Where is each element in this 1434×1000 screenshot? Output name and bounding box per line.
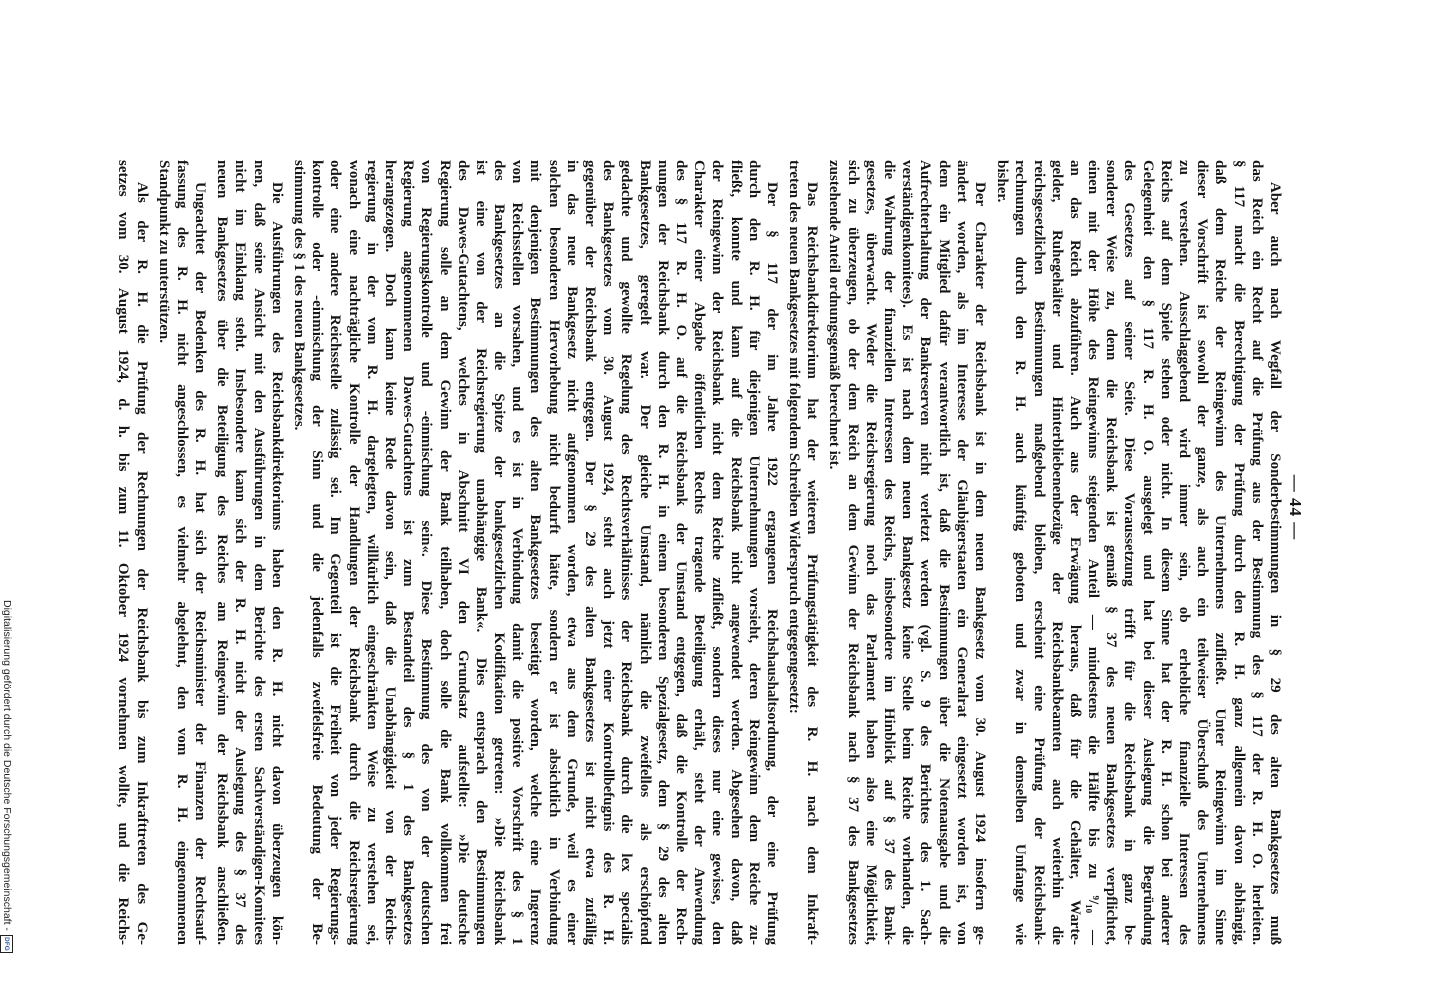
text-line: von Regierungskontrolle und -einmischung sein«. Diese Bestimmung des von der deutschen xyxy=(418,160,435,945)
page-number: — 44 — xyxy=(1286,474,1305,541)
text-line: des Bankgesetzes an die Spitze der bankgesetzlichen Kodifikation getreten: »Die Reichsbank xyxy=(491,160,508,945)
text-line: die Wahrung der finanziellen Interessen des Reichs, insbesondere im Hinblick auf § 37 des Bank- xyxy=(881,160,898,945)
text-line: des Dawes-Gutachtens, welches in Abschnitt VI den Grundsatz aufstellte: »Die deutsche xyxy=(454,160,471,945)
dfg-logo: DFG xyxy=(1,935,14,953)
text-line: gedachte und gewollte Regelung des Rechtsverhältnisses der Reichsbank durch die lex specialis xyxy=(618,160,635,945)
text-line: Charakter einer Abgabe öffentlichen Rechts tragende Beteiligung erhält, steht der Anwendung xyxy=(691,160,708,945)
text-line: Ungeachtet der Bedenken des R. H. hat sich der Reichsminister der Finanzen der Rechtsauf- xyxy=(192,182,209,945)
text-line: fassung des R. H. nicht angeschlossen, es vielmehr abgelehnt, den vom R. H. eingenommenen xyxy=(173,160,190,945)
digitization-credit xyxy=(0,600,14,995)
paragraph xyxy=(114,160,150,945)
quoted-paragraph xyxy=(290,160,781,945)
text-line: nungen der Reichsbank durch den R. H. in einem besonderen Spezialgesetz, dem § 29 des alten xyxy=(654,160,671,945)
text-line: einen mit der Höhe des Reingewinns steigenden Anteil — mindestens die Hälfte bis zu ⁹/₁₀ — xyxy=(1085,160,1102,945)
text-line: wonach eine nachträgliche Kontrolle der Handlungen der Reichsbank durch die Reichsregierung xyxy=(345,160,362,945)
text-line: stimmung des § 1 des neuen Bankgesetzes. xyxy=(291,160,308,431)
text-line: bisher. xyxy=(994,160,1011,203)
text-line: Bankgesetzes, geregelt war. Der gleiche Umstand, nämlich die zweifellos als erschöpfend xyxy=(636,160,653,945)
text-line: von Reichsstellen vorsahen, und es ist in Verbindung damit die positive Vorschrift des § 1 xyxy=(509,160,526,945)
text-line: Gelegenheit den § 117 R. H. O. ausgelegt und hat bei dieser Auslegung die Begründung xyxy=(1139,160,1156,945)
text-line: sich zu überzeugen, ob der dem Reich an dem Gewinn der Reichsbank nach § 37 des Bankgesetzes xyxy=(844,160,861,945)
text-line: nen, daß seine Ansicht mit den Ausführungen in dem Berichte des ersten Sachverständigen-Komitees xyxy=(250,160,267,945)
paragraph xyxy=(213,160,286,945)
text-line: Standpunkt zu unterstützen. xyxy=(155,160,172,343)
text-line: § 117 macht die Berechtigung der Prüfung durch den R. H. ganz allgemein davon abhängig, xyxy=(1230,160,1247,945)
text-line: in das neue Bankgesetz nicht aufgenommen worden, etwa aus dem Grunde, weil es einer xyxy=(563,160,580,945)
text-line: kontrolle oder -einmischung der Sinn und die jedenfalls zweifelsfreie Bedeutung der Be- xyxy=(309,160,326,945)
text-line: gesetzes, überwacht. Weder die Reichsregierung noch das Parlament haben also eine Möglichkeit, xyxy=(862,160,879,945)
paragraph xyxy=(785,160,821,945)
text-line: Regierung angenommenen Dawes-Gutachtens ist zum Bestandteil des § 1 des Bankgesetzes xyxy=(400,160,417,945)
text-line: neuen Bankgesetzes über die Beteiligung des Reiches am Reingewinn der Reichsbank anschließen. xyxy=(214,160,231,945)
text-line: reichsgesetzlichen Bestimmungen maßgebend bleiben, erscheint eine Prüfung der Reichsbank- xyxy=(1030,160,1047,945)
text-line: Aufrechterhaltung der Bankreserven nicht verletzt werden (vgl. S. 9 des Berichtes des 1. Sach- xyxy=(917,160,934,945)
text-line: Die Ausführungen des Reichsbankdirektoriums haben den R. H. nicht davon überzeugen kön- xyxy=(268,182,285,945)
text-line: oder eine andere Reichsstelle zulässig sei. Im Gegenteil ist die Freiheit von jeder Regierungs- xyxy=(327,160,344,945)
text-line: Reichs auf dem Spiele stehen oder nicht. In diesem Sinne hat der R. H. schon bei anderer xyxy=(1157,160,1174,945)
text-line: gelder, Ruhegehälter und Hinterbliebenenbezüge der Reichsbankbeamten auch weiterhin die xyxy=(1048,160,1065,945)
text-line: Der Charakter der Reichsbank ist in dem neuen Bankgesetz vom 30. August 1924 insofern ge- xyxy=(972,182,988,945)
text-line: zu verstehen. Ausschlaggebend wird immer sein, ob erhebliche finanzielle Interessen des xyxy=(1176,160,1193,945)
text-line: sonderer Weise zu, denn die Reichsbank ist gemäß § 37 des neuen Bankgesetzes verpflichtet, xyxy=(1103,160,1120,945)
text-line: durch den R. H. für diejenigen Unternehmungen vorsieht, deren Reingewinn dem Reiche zu- xyxy=(745,160,762,945)
text-line: dieser Vorschrift ist sowohl der ganze, als auch ein teilweiser Überschuß des Unternehmens xyxy=(1194,160,1211,945)
text-line: fließt, konnte und kann auf die Reichsbank nicht angewendet werden. Abgesehen davon, daß xyxy=(727,160,744,945)
text-line: Das Reichsbankdirektorium hat der weiteren Prüfungstätigkeit des R. H. nach dem Inkraft- xyxy=(804,182,821,945)
paragraph xyxy=(155,160,210,945)
text-line: Als der R. H. die Prüfung der Rechnungen der Reichsbank bis zum Inkrafttreten des Ge- xyxy=(133,182,150,945)
text-line: herangezogen. Doch kann keine Rede davon sein, daß die Unabhängigkeit von der Reichs- xyxy=(382,160,398,945)
text-line: Der § 117 der im Jahre 1922 ergangenen Reichshaushaltsordnung, der eine Prüfung xyxy=(763,182,780,945)
text-line: mit denjenigen Bestimmungen des alten Bankgesetzes beseitigt worden, welche eine Ingerenz xyxy=(527,160,544,945)
text-line: Regierung solle an dem Gewinn der Bank teilhaben, doch solle die Bank vollkommen frei xyxy=(436,160,453,945)
text-line: daß dem Reiche der Reingewinn des Unternehmens zufließt. Unter Reingewinn im Sinne xyxy=(1212,160,1229,945)
text-line: zustehende Anteil ordnungsgemäß berechnet ist. xyxy=(826,160,843,470)
credit-text: Digitalisierung gefördert durch die Deutsche Forschungsgemeinschaft - xyxy=(1,600,13,931)
text-line: nicht im Einklang steht. Insbesondere kann sich der R. H. nicht der Auslegung des § 37 des xyxy=(232,160,249,945)
text-line: regierung in der vom R. H. dargelegten, willkürlich eingeschränkten Weise zu verstehen sei, xyxy=(363,160,380,945)
text-line: rechnungen durch den R. H. auch künftig geboten und zwar in demselben Umfange wie xyxy=(1012,160,1029,945)
text-line: ändert worden, als im Interesse der Gläubigerstaaten ein Generalrat eingesetzt worden ist, von xyxy=(953,160,970,945)
paragraph xyxy=(825,160,989,945)
text-line: Aber auch nach Wegfall der Sonderbestimmungen in § 29 des alten Bankgesetzes muß xyxy=(1267,182,1283,945)
text-line: dem ein Mitglied dafür verantwortlich ist, daß die Bestimmungen über die Notenausgabe und die xyxy=(935,160,952,945)
text-line: das Reich ein Recht auf die Prüfung aus der Bestimmung des § 117 der R. H. O. herleiten. xyxy=(1248,160,1265,945)
text-line: des § 117 R. H. O. auf die Reichsbank der Umstand entgegen, daß die Kontrolle der Rech- xyxy=(673,160,689,945)
document-page xyxy=(101,160,1306,945)
text-line: treten des neuen Bankgesetzes mit folgendem Schreiben Widerspruch entgegengesetzt: xyxy=(786,160,803,714)
text-line: des Bankgesetzes vom 30. August 1924, steht auch jetzt einer Kontrollbefugnis des R. H. xyxy=(600,160,617,945)
paragraph xyxy=(993,160,1284,945)
text-line: setzes vom 30. August 1924, d. h. bis zum 11. Oktober 1924 vornehmen wollte, und die Reichs- xyxy=(115,160,132,945)
text-line: gegenüber der Reichsbank entgegen. Der § 29 des alten Bankgesetzes ist nicht etwa zufällig xyxy=(582,160,599,945)
text-line: an das Reich abzuführen. Auch aus der Erwägung heraus, daß für die Gehälter, Warte- xyxy=(1066,160,1083,945)
text-line: der Reingewinn der Reichsbank nicht dem Reiche zufließt, sondern dieses nur eine gewisse, den xyxy=(709,160,726,945)
text-line: ist eine von der Reichsregierung unabhängige Bank«. Dies entsprach den Bestimmungen xyxy=(472,160,489,945)
text-line: verständigenkomitees). Es ist nach dem neuen Bankgesetz keine Stelle beim Reiche vorhanden, die xyxy=(899,160,916,945)
text-line: des Gesetzes auf seiner Seite. Diese Voraussetzung trifft für die Reichsbank in ganz be- xyxy=(1121,160,1138,945)
text-line: solchen besonderen Hervorhebung nicht bedurft hätte, sondern er ist absichtlich in Verbindung xyxy=(545,160,562,945)
